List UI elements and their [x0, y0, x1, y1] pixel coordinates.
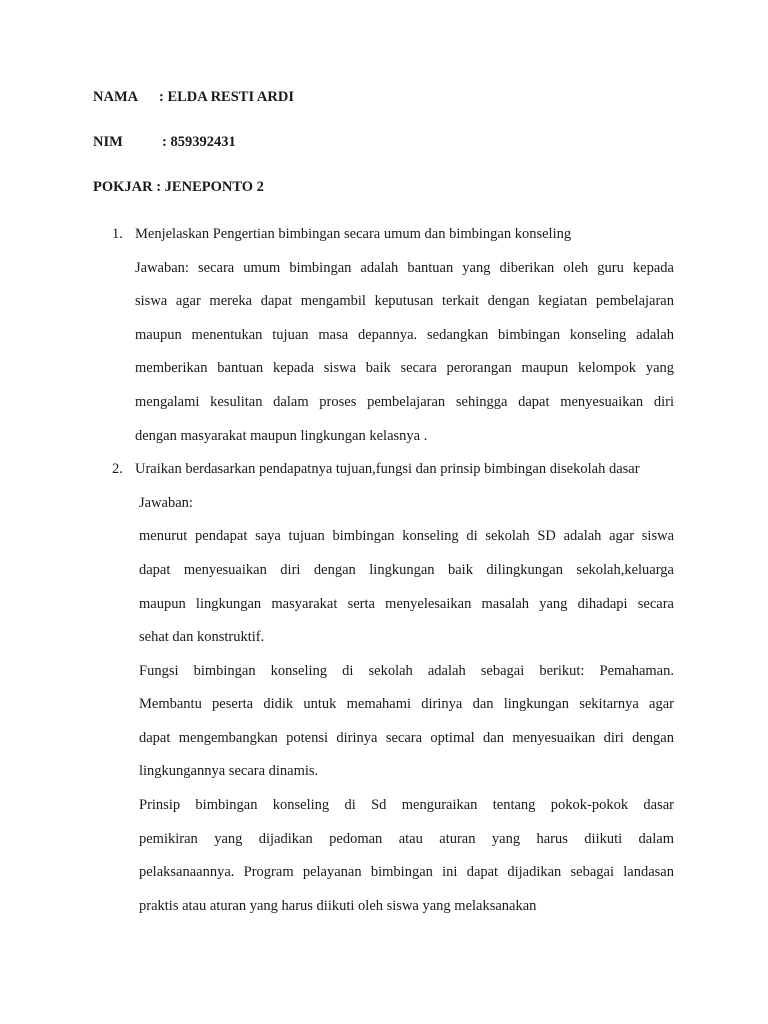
- q2-answer-line: pemikiran yang dijadikan pedoman atau aturan yang harus diikuti dalam: [139, 831, 674, 847]
- q2-answer-line: pelaksanaannya. Program pelayanan bimbingan ini dapat dijadikan sebagai landasan: [139, 864, 674, 880]
- q1-answer-line: Jawaban: secara umum bimbingan adalah bantuan yang diberikan oleh guru kepada: [135, 260, 674, 276]
- q2-answer-line: praktis atau aturan yang harus diikuti oleh siswa yang melaksanakan: [139, 898, 537, 914]
- q1-answer-line: dengan masyarakat maupun lingkungan kelasnya .: [135, 428, 428, 444]
- q2-answer-line: dapat mengembangkan potensi dirinya secara optimal dan menyesuaikan diri dengan: [139, 730, 674, 746]
- q2-answer-line: Membantu peserta didik untuk memahami dirinya dan lingkungan sekitarnya agar: [139, 696, 674, 712]
- q1-answer-line: maupun menentukan tujuan masa depannya. sedangkan bimbingan konseling adalah: [135, 327, 674, 343]
- q2-answer-line: Prinsip bimbingan konseling di Sd menguraikan tentang pokok-pokok dasar: [139, 797, 674, 813]
- q2-answer-line: Fungsi bimbingan konseling di sekolah adalah sebagai berikut: Pemahaman.: [139, 663, 674, 679]
- q2-number: 2.: [112, 461, 123, 477]
- nim-label: NIM: [93, 134, 123, 150]
- nim-value: : 859392431: [162, 134, 236, 150]
- q2-answer-line: menurut pendapat saya tujuan bimbingan konseling di sekolah SD adalah agar siswa: [139, 528, 674, 544]
- q1-answer-line: mengalami kesulitan dalam proses pembelajaran sehingga dapat menyesuaikan diri: [135, 394, 674, 410]
- q2-answer-label: Jawaban:: [139, 495, 193, 511]
- pokjar-line: POKJAR : JENEPONTO 2: [93, 179, 264, 195]
- q2-answer-line: lingkungannya secara dinamis.: [139, 763, 319, 779]
- q2-answer-line: dapat menyesuaikan diri dengan lingkungan baik dilingkungan sekolah,keluarga: [139, 562, 674, 578]
- q2-answer-line: maupun lingkungan masyarakat serta menyelesaikan masalah yang dihadapi secara: [139, 596, 674, 612]
- q2-answer-line: sehat dan konstruktif.: [139, 629, 265, 645]
- q1-answer-line: memberikan bantuan kepada siswa baik secara perorangan maupun kelompok yang: [135, 360, 674, 376]
- nama-label: NAMA: [93, 89, 139, 105]
- q1-answer-line: siswa agar mereka dapat mengambil keputusan terkait dengan kegiatan pembelajaran: [135, 293, 674, 309]
- nama-value: : ELDA RESTI ARDI: [159, 89, 294, 105]
- q2-question: Uraikan berdasarkan pendapatnya tujuan,fungsi dan prinsip bimbingan disekolah dasar: [135, 461, 640, 477]
- q1-number: 1.: [112, 226, 123, 242]
- q1-question: Menjelaskan Pengertian bimbingan secara umum dan bimbingan konseling: [135, 226, 572, 242]
